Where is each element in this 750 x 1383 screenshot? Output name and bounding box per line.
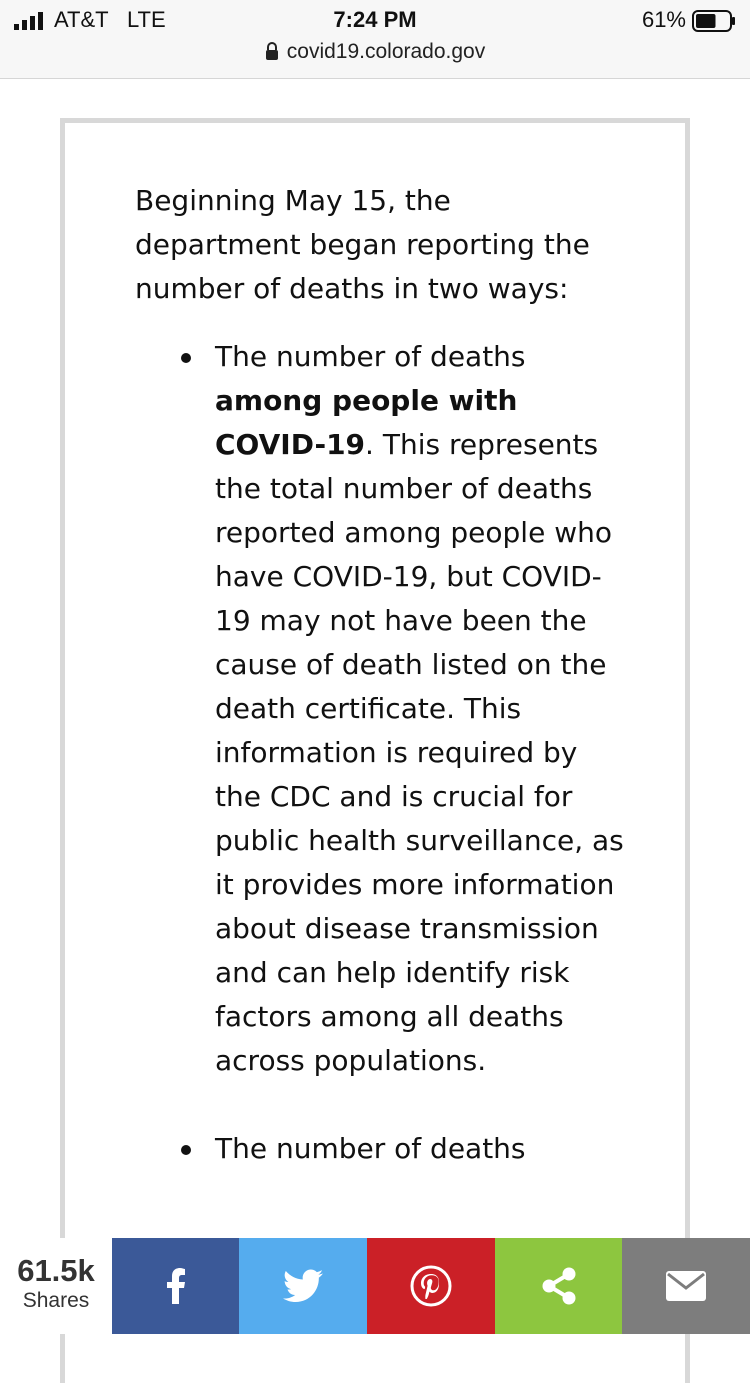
share-bar — [0, 1238, 750, 1334]
share-button[interactable] — [495, 1238, 622, 1334]
status-time: 7:24 PM — [333, 7, 417, 32]
bullet-body-text: . This represents the total number of deaths reported among people who have COVID-19, but COVID-19 may not have been the cause of death listed on the death certificate. This information is required by the CDC and is crucial for public health surveillance, as it provides more information about disease transmission and can help identify risk factors among all deaths across populations. — [215, 428, 624, 1077]
share-count-label: Shares — [22, 1289, 90, 1312]
bullet-bold-text: among people with COVID-19 — [215, 384, 518, 461]
network-type: LTE — [126, 7, 166, 32]
bullet-lead-text: The number of deaths — [215, 1132, 526, 1165]
browser-top-bar — [0, 0, 750, 79]
lock-icon — [265, 42, 279, 61]
bullet-list — [65, 335, 685, 1171]
twitter-share-button[interactable] — [239, 1238, 367, 1334]
email-icon — [666, 1271, 706, 1301]
facebook-share-button[interactable] — [112, 1238, 239, 1334]
battery-percent: 61% — [641, 7, 686, 32]
pinterest-share-button[interactable] — [367, 1238, 495, 1334]
share-icon — [540, 1266, 578, 1306]
share-count — [0, 1238, 112, 1334]
facebook-icon — [165, 1268, 187, 1304]
pinterest-icon — [410, 1265, 452, 1307]
email-share-button[interactable] — [622, 1238, 750, 1334]
address-bar[interactable] — [0, 40, 750, 70]
list-item — [65, 335, 625, 1083]
bullet-marker — [181, 353, 191, 363]
battery-icon — [692, 10, 736, 32]
twitter-icon — [283, 1269, 323, 1303]
bullet-lead-text: The number of deaths — [215, 340, 526, 373]
content-card — [60, 118, 690, 1383]
status-bar — [0, 0, 750, 40]
url-text: covid19.colorado.gov — [286, 40, 486, 63]
intro-paragraph: Beginning May 15, the department began reporting the number of deaths in two ways: — [135, 184, 590, 305]
share-count-number: 61.5k — [17, 1253, 95, 1288]
list-item — [65, 1127, 625, 1171]
carrier-name: AT&T — [54, 7, 109, 32]
bullet-marker — [181, 1145, 191, 1155]
